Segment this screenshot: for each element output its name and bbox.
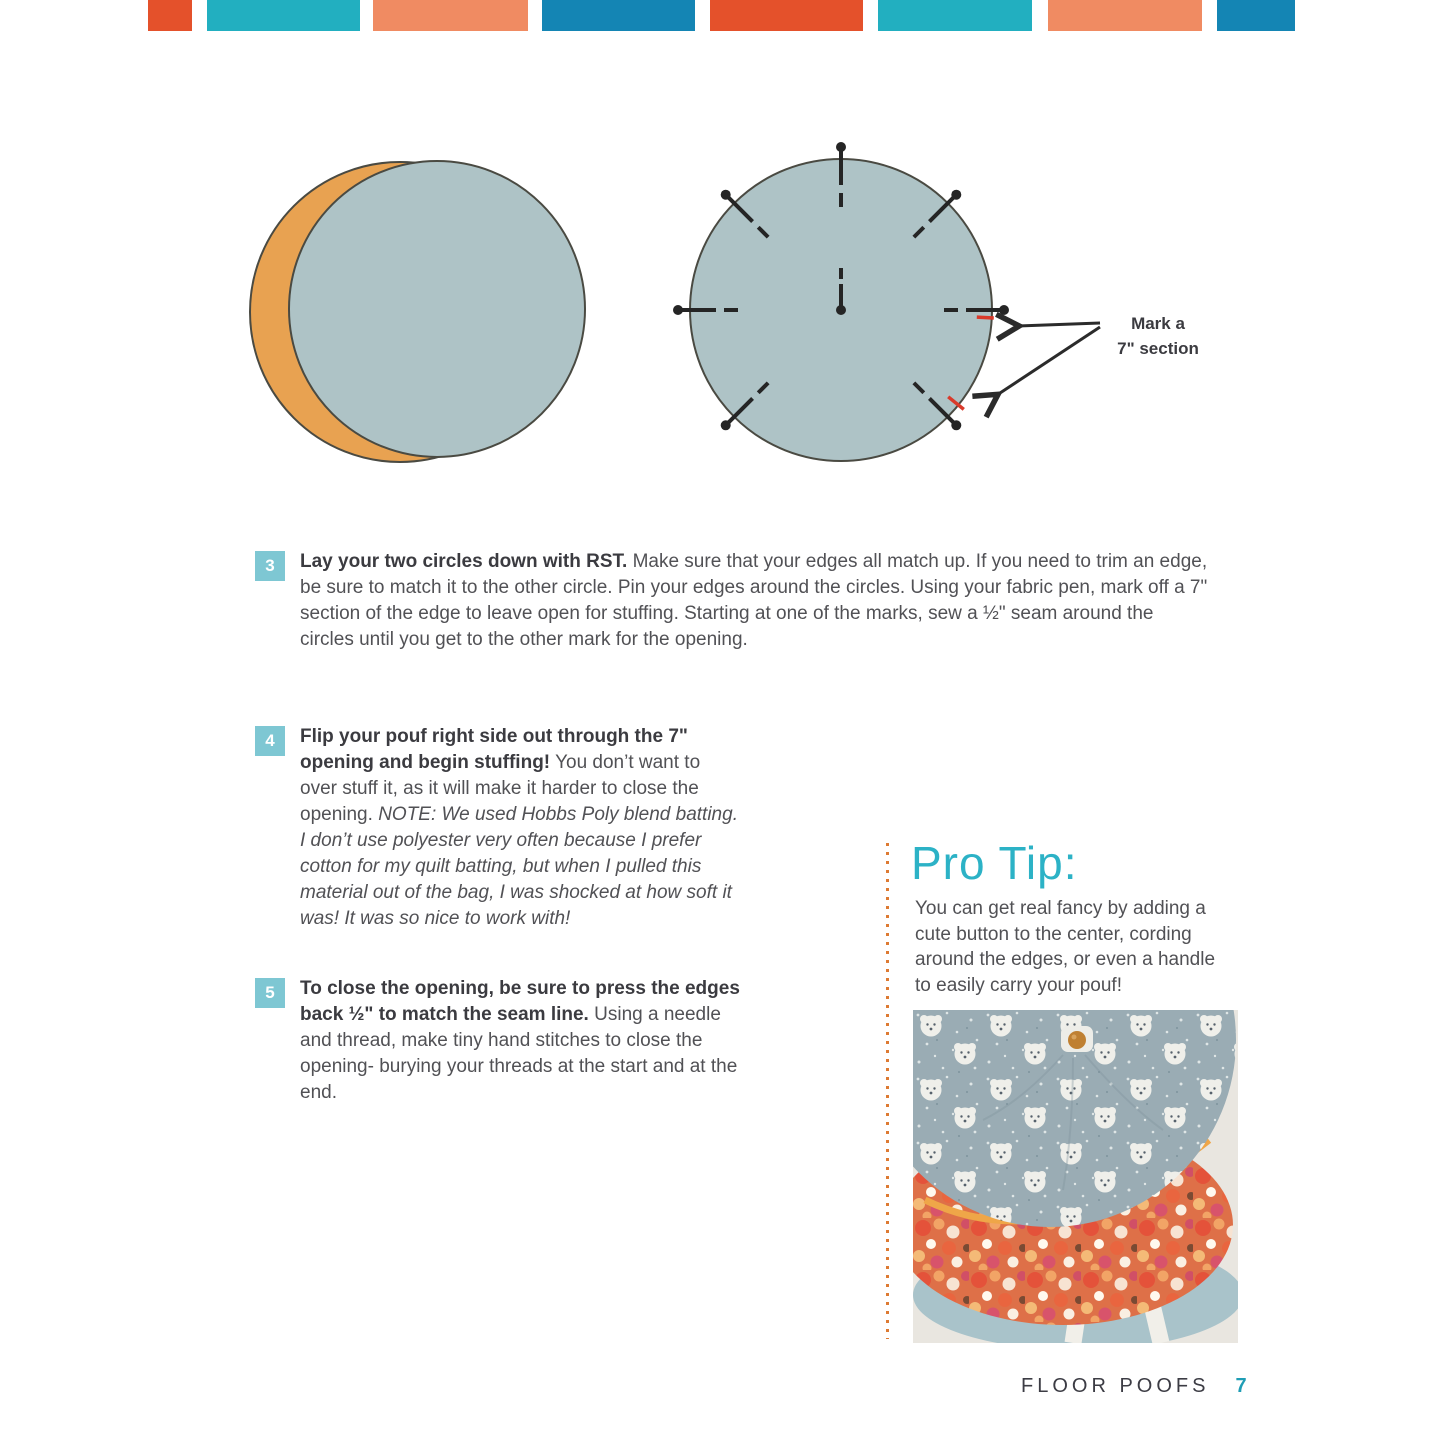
color-block-red	[710, 0, 863, 31]
button-highlight	[1072, 1035, 1077, 1040]
step-3-bold-text: Lay your two circles down with RST.	[300, 551, 628, 572]
gray-circle	[289, 161, 585, 457]
color-block-blue	[542, 0, 695, 31]
step-5-regular-text: Using a needle and thread, make tiny hand stitches to close the opening- burying your threads at the start and at the end.	[300, 1004, 738, 1103]
pouf-stack-photo	[913, 1010, 1238, 1343]
callout-arrows	[997, 323, 1100, 395]
step-4-regular-text: You don’t want to over stuff it, as it will make it harder to close the opening.	[300, 752, 701, 825]
mark-section-label-line2: 7" section	[1117, 339, 1199, 358]
step-3-text	[300, 549, 1208, 653]
color-block-teal	[207, 0, 360, 31]
top-color-bar	[0, 0, 1445, 32]
step-3	[255, 549, 1208, 653]
color-block-salmon	[1048, 0, 1202, 31]
color-block-salmon	[373, 0, 528, 31]
step-5	[255, 976, 742, 1106]
mark-section-label-line1: Mark a	[1131, 314, 1185, 333]
footer-page-number: 7	[1235, 1375, 1247, 1397]
mark-section-label	[1106, 311, 1210, 361]
step-4-bold-text: Flip your pouf right side out through the 7" opening and begin stuffing!	[300, 726, 688, 773]
dotted-divider	[886, 843, 889, 1339]
footer-title: FLOOR POOFS	[1021, 1375, 1210, 1397]
step-4	[255, 724, 742, 932]
step-5-text	[300, 976, 742, 1106]
pro-tip-body: You can get real fancy by adding a cute button to the center, cording around the edges, or even a handle to easily carry your pouf!	[915, 898, 1216, 996]
pinned-circle-diagram	[650, 120, 1120, 520]
step-3-number-badge: 3	[255, 551, 285, 581]
circles-rst-diagram	[240, 140, 660, 500]
color-block-blue	[1217, 0, 1295, 31]
step-5-number-badge: 5	[255, 978, 285, 1008]
step-3-regular-text: Make sure that your edges all match up. If you need to trim an edge, be sure to match it to the other circle. Pin your edges around the circles. Using your fabric pen, mark off a 7" section of the edge to leave open for stuffing. Starting at one of the marks, sew a ½" seam around the circles until you get to the other mark for the opening.	[300, 551, 1208, 650]
center-button	[1068, 1031, 1086, 1049]
page-footer	[1021, 1375, 1247, 1398]
color-block-teal	[878, 0, 1032, 31]
step-4-italic-note: NOTE: We used Hobbs Poly blend batting. I don’t use polyester very often because I prefer cotton for my quilt batting, but when I pulled this material out of the bag, I was shocked at how soft it was! It was so nice to work with!	[300, 804, 738, 929]
step-5-bold-text: To close the opening, be sure to press the edges back ½" to match the seam line.	[300, 978, 740, 1025]
color-block-red	[148, 0, 192, 31]
step-4-text	[300, 724, 742, 932]
pro-tip-heading: Pro Tip:	[911, 837, 1078, 889]
step-4-number-badge: 4	[255, 726, 285, 756]
